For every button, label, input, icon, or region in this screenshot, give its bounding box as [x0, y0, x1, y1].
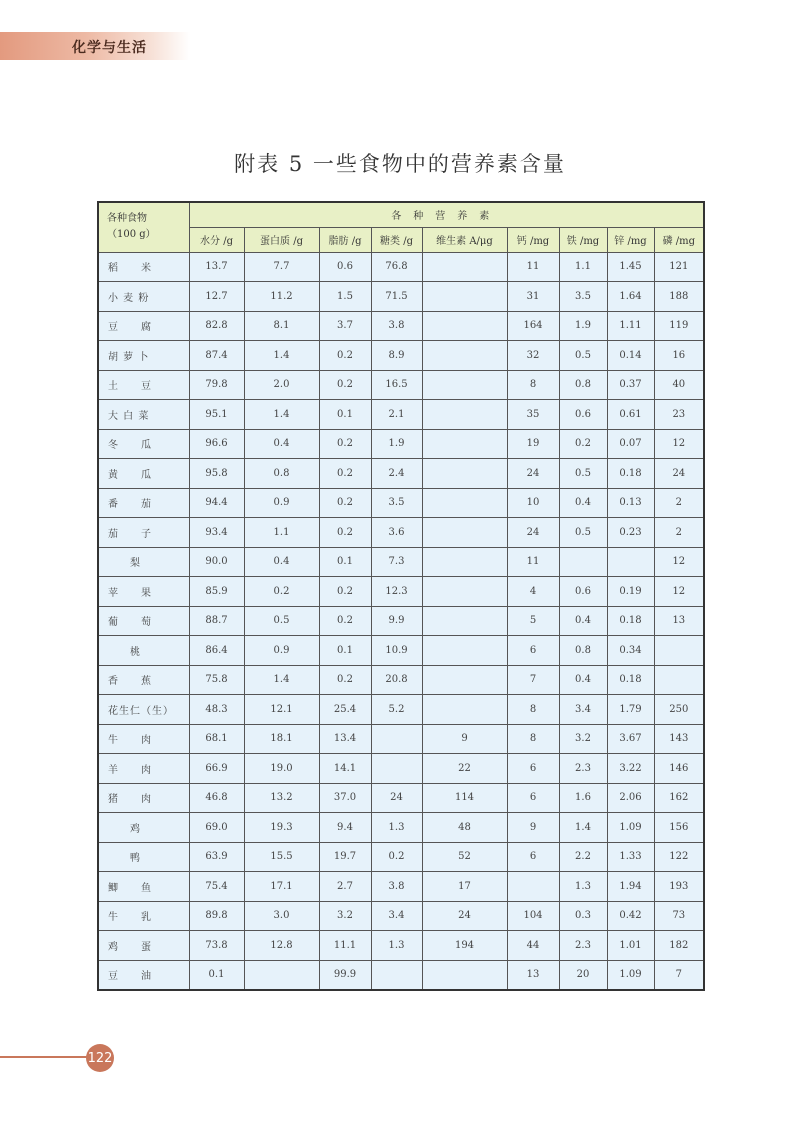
food-name-cell: 苹 果: [98, 577, 189, 607]
value-cell: 0.6: [319, 252, 371, 282]
value-cell: 9.9: [371, 606, 422, 636]
value-cell: 17: [422, 872, 507, 902]
value-cell: 1.01: [607, 931, 654, 961]
value-cell: 164: [507, 311, 559, 341]
value-cell: [422, 960, 507, 990]
value-cell: 94.4: [189, 488, 244, 518]
value-cell: 0.5: [244, 606, 319, 636]
value-cell: [422, 606, 507, 636]
column-header: 维生素 A/μg: [422, 227, 507, 252]
value-cell: 99.9: [319, 960, 371, 990]
value-cell: 89.8: [189, 901, 244, 931]
value-cell: 8: [507, 370, 559, 400]
value-cell: 24: [507, 459, 559, 489]
value-cell: [422, 518, 507, 548]
column-header: 锌 /mg: [607, 227, 654, 252]
value-cell: 2.3: [559, 754, 607, 784]
table-row: [98, 429, 704, 459]
table-row: [98, 872, 704, 902]
value-cell: 13: [507, 960, 559, 990]
value-cell: 20: [559, 960, 607, 990]
value-cell: 0.2: [319, 488, 371, 518]
food-name-cell: 冬 瓜: [98, 429, 189, 459]
value-cell: 88.7: [189, 606, 244, 636]
value-cell: 90.0: [189, 547, 244, 577]
value-cell: 37.0: [319, 783, 371, 813]
value-cell: [422, 429, 507, 459]
value-cell: [422, 282, 507, 312]
table-row: [98, 783, 704, 813]
value-cell: 1.33: [607, 842, 654, 872]
value-cell: 48: [422, 813, 507, 843]
value-cell: 31: [507, 282, 559, 312]
value-cell: 0.5: [559, 459, 607, 489]
value-cell: [422, 341, 507, 371]
value-cell: 3.22: [607, 754, 654, 784]
value-cell: 1.3: [371, 931, 422, 961]
value-cell: 19.3: [244, 813, 319, 843]
value-cell: 24: [422, 901, 507, 931]
value-cell: 9: [422, 724, 507, 754]
value-cell: 13: [654, 606, 704, 636]
value-cell: 19: [507, 429, 559, 459]
value-cell: 146: [654, 754, 704, 784]
value-cell: 46.8: [189, 783, 244, 813]
table-row: [98, 252, 704, 282]
value-cell: 1.3: [559, 872, 607, 902]
value-cell: 0.8: [559, 636, 607, 666]
value-cell: 13.2: [244, 783, 319, 813]
value-cell: 7: [654, 960, 704, 990]
value-cell: 18.1: [244, 724, 319, 754]
value-cell: [422, 370, 507, 400]
value-cell: 6: [507, 842, 559, 872]
column-header: 蛋白质 /g: [244, 227, 319, 252]
value-cell: 0.18: [607, 665, 654, 695]
page-number: 122: [86, 1044, 114, 1072]
value-cell: 95.1: [189, 400, 244, 430]
value-cell: [422, 311, 507, 341]
value-cell: 68.1: [189, 724, 244, 754]
value-cell: 44: [507, 931, 559, 961]
column-header: 脂肪 /g: [319, 227, 371, 252]
value-cell: 156: [654, 813, 704, 843]
food-name-cell: 牛 乳: [98, 901, 189, 931]
value-cell: [422, 577, 507, 607]
value-cell: 2: [654, 518, 704, 548]
food-name-cell: 羊 肉: [98, 754, 189, 784]
value-cell: [422, 459, 507, 489]
value-cell: 0.37: [607, 370, 654, 400]
value-cell: 71.5: [371, 282, 422, 312]
value-cell: 0.2: [559, 429, 607, 459]
value-cell: 0.9: [244, 488, 319, 518]
value-cell: 0.23: [607, 518, 654, 548]
page-title: 附表 5 一些食物中的营养素含量: [234, 152, 566, 176]
value-cell: 0.2: [319, 429, 371, 459]
value-cell: 11: [507, 252, 559, 282]
value-cell: 66.9: [189, 754, 244, 784]
value-cell: 250: [654, 695, 704, 725]
value-cell: 3.2: [559, 724, 607, 754]
value-cell: 12: [654, 547, 704, 577]
value-cell: 3.8: [371, 311, 422, 341]
value-cell: 0.5: [559, 341, 607, 371]
value-cell: 1.64: [607, 282, 654, 312]
value-cell: 11.1: [319, 931, 371, 961]
value-cell: 3.0: [244, 901, 319, 931]
value-cell: 12.3: [371, 577, 422, 607]
value-cell: 10: [507, 488, 559, 518]
section-header: 化学与生活: [72, 40, 147, 56]
column-header: 水分 /g: [189, 227, 244, 252]
food-name-cell: 桃: [98, 636, 189, 666]
value-cell: 12: [654, 429, 704, 459]
value-cell: [422, 547, 507, 577]
value-cell: 0.5: [559, 518, 607, 548]
value-cell: 0.2: [371, 842, 422, 872]
value-cell: 35: [507, 400, 559, 430]
value-cell: 2.4: [371, 459, 422, 489]
food-name-cell: 稻 米: [98, 252, 189, 282]
table-row: [98, 901, 704, 931]
value-cell: 13.7: [189, 252, 244, 282]
value-cell: [654, 636, 704, 666]
value-cell: 0.1: [319, 547, 371, 577]
table-row: [98, 813, 704, 843]
table-row: [98, 282, 704, 312]
food-name-cell: 番 茄: [98, 488, 189, 518]
table-row: [98, 724, 704, 754]
value-cell: 82.8: [189, 311, 244, 341]
value-cell: 6: [507, 783, 559, 813]
value-cell: 48.3: [189, 695, 244, 725]
value-cell: 20.8: [371, 665, 422, 695]
table-row: [98, 754, 704, 784]
value-cell: 1.4: [244, 665, 319, 695]
value-cell: 0.4: [559, 488, 607, 518]
food-name-cell: 梨: [98, 547, 189, 577]
value-cell: 14.1: [319, 754, 371, 784]
value-cell: 12.8: [244, 931, 319, 961]
value-cell: 0.4: [244, 429, 319, 459]
value-cell: 85.9: [189, 577, 244, 607]
food-name-cell: 猪 肉: [98, 783, 189, 813]
value-cell: [422, 488, 507, 518]
table-row: [98, 370, 704, 400]
value-cell: 0.18: [607, 606, 654, 636]
value-cell: 0.6: [559, 400, 607, 430]
value-cell: 7.7: [244, 252, 319, 282]
value-cell: 1.11: [607, 311, 654, 341]
value-cell: [422, 665, 507, 695]
table-row: [98, 311, 704, 341]
food-name-cell: 鸡 蛋: [98, 931, 189, 961]
value-cell: 9.4: [319, 813, 371, 843]
value-cell: 3.2: [319, 901, 371, 931]
table-row: [98, 636, 704, 666]
value-cell: 2.06: [607, 783, 654, 813]
column-header: 磷 /mg: [654, 227, 704, 252]
value-cell: 0.14: [607, 341, 654, 371]
table-row: [98, 547, 704, 577]
table-row: [98, 459, 704, 489]
value-cell: 8.1: [244, 311, 319, 341]
value-cell: 75.8: [189, 665, 244, 695]
nutrient-group-header: 各种营养素: [189, 202, 704, 227]
value-cell: 0.34: [607, 636, 654, 666]
table-row: [98, 665, 704, 695]
column-header: 糖类 /g: [371, 227, 422, 252]
table-row: [98, 577, 704, 607]
value-cell: 0.9: [244, 636, 319, 666]
value-cell: 1.09: [607, 960, 654, 990]
value-cell: [654, 665, 704, 695]
value-cell: 188: [654, 282, 704, 312]
food-name-cell: 鲫 鱼: [98, 872, 189, 902]
value-cell: 32: [507, 341, 559, 371]
food-name-cell: 葡 萄: [98, 606, 189, 636]
value-cell: 69.0: [189, 813, 244, 843]
value-cell: 6: [507, 636, 559, 666]
value-cell: 79.8: [189, 370, 244, 400]
value-cell: 1.79: [607, 695, 654, 725]
value-cell: 10.9: [371, 636, 422, 666]
table-row: [98, 842, 704, 872]
value-cell: 3.8: [371, 872, 422, 902]
column-header: 钙 /mg: [507, 227, 559, 252]
value-cell: 2.7: [319, 872, 371, 902]
value-cell: 63.9: [189, 842, 244, 872]
value-cell: 76.8: [371, 252, 422, 282]
value-cell: 2: [654, 488, 704, 518]
value-cell: 0.8: [244, 459, 319, 489]
value-cell: [371, 754, 422, 784]
value-cell: 0.8: [559, 370, 607, 400]
food-name-cell: 豆 腐: [98, 311, 189, 341]
value-cell: 24: [371, 783, 422, 813]
value-cell: 40: [654, 370, 704, 400]
value-cell: 0.1: [189, 960, 244, 990]
value-cell: 2.0: [244, 370, 319, 400]
value-cell: 73: [654, 901, 704, 931]
value-cell: 8: [507, 695, 559, 725]
value-cell: 6: [507, 754, 559, 784]
food-name-cell: 胡 萝 卜: [98, 341, 189, 371]
value-cell: 3.4: [371, 901, 422, 931]
value-cell: 1.6: [559, 783, 607, 813]
value-cell: 1.5: [319, 282, 371, 312]
value-cell: 52: [422, 842, 507, 872]
table-row: [98, 931, 704, 961]
value-cell: 0.3: [559, 901, 607, 931]
value-cell: 1.4: [244, 341, 319, 371]
value-cell: 12.7: [189, 282, 244, 312]
value-cell: 3.5: [559, 282, 607, 312]
value-cell: 0.18: [607, 459, 654, 489]
table-row: [98, 518, 704, 548]
value-cell: 1.9: [371, 429, 422, 459]
page-number-line: [0, 1056, 90, 1058]
value-cell: 24: [507, 518, 559, 548]
value-cell: 0.4: [559, 665, 607, 695]
value-cell: 1.1: [559, 252, 607, 282]
value-cell: 1.94: [607, 872, 654, 902]
value-cell: 2.3: [559, 931, 607, 961]
value-cell: 12: [654, 577, 704, 607]
value-cell: 114: [422, 783, 507, 813]
food-name-cell: 鸡: [98, 813, 189, 843]
value-cell: 86.4: [189, 636, 244, 666]
value-cell: 17.1: [244, 872, 319, 902]
value-cell: 11.2: [244, 282, 319, 312]
value-cell: 11: [507, 547, 559, 577]
value-cell: 93.4: [189, 518, 244, 548]
nutrient-table: [97, 201, 705, 991]
value-cell: [422, 695, 507, 725]
value-cell: 122: [654, 842, 704, 872]
food-name-cell: 鸭: [98, 842, 189, 872]
value-cell: 0.2: [319, 665, 371, 695]
value-cell: 143: [654, 724, 704, 754]
value-cell: 162: [654, 783, 704, 813]
food-name-cell: 土 豆: [98, 370, 189, 400]
food-header: 各种食物 （100 g）: [98, 202, 189, 252]
value-cell: 73.8: [189, 931, 244, 961]
value-cell: 15.5: [244, 842, 319, 872]
value-cell: 0.42: [607, 901, 654, 931]
value-cell: 13.4: [319, 724, 371, 754]
value-cell: [422, 400, 507, 430]
value-cell: 0.4: [559, 606, 607, 636]
value-cell: 0.2: [319, 370, 371, 400]
value-cell: 0.2: [319, 577, 371, 607]
value-cell: 3.7: [319, 311, 371, 341]
value-cell: 12.1: [244, 695, 319, 725]
column-header: 铁 /mg: [559, 227, 607, 252]
value-cell: 9: [507, 813, 559, 843]
value-cell: 87.4: [189, 341, 244, 371]
value-cell: 3.4: [559, 695, 607, 725]
food-name-cell: 花生仁（生）: [98, 695, 189, 725]
value-cell: 1.3: [371, 813, 422, 843]
value-cell: [244, 960, 319, 990]
value-cell: 8.9: [371, 341, 422, 371]
value-cell: [422, 252, 507, 282]
food-name-cell: 牛 肉: [98, 724, 189, 754]
value-cell: 75.4: [189, 872, 244, 902]
value-cell: [507, 872, 559, 902]
food-name-cell: 大 白 菜: [98, 400, 189, 430]
value-cell: 3.5: [371, 488, 422, 518]
value-cell: 7: [507, 665, 559, 695]
value-cell: [371, 724, 422, 754]
value-cell: 194: [422, 931, 507, 961]
value-cell: [371, 960, 422, 990]
value-cell: 1.45: [607, 252, 654, 282]
food-name-cell: 茄 子: [98, 518, 189, 548]
value-cell: 0.1: [319, 400, 371, 430]
value-cell: 1.1: [244, 518, 319, 548]
value-cell: 0.19: [607, 577, 654, 607]
value-cell: 0.2: [244, 577, 319, 607]
value-cell: 5.2: [371, 695, 422, 725]
food-name-cell: 香 蕉: [98, 665, 189, 695]
value-cell: 0.61: [607, 400, 654, 430]
value-cell: 3.6: [371, 518, 422, 548]
value-cell: 96.6: [189, 429, 244, 459]
value-cell: 1.4: [244, 400, 319, 430]
value-cell: 1.4: [559, 813, 607, 843]
value-cell: 0.6: [559, 577, 607, 607]
value-cell: 0.2: [319, 341, 371, 371]
table-row: [98, 606, 704, 636]
value-cell: 95.8: [189, 459, 244, 489]
value-cell: 2.2: [559, 842, 607, 872]
value-cell: 4: [507, 577, 559, 607]
food-name-cell: 黄 瓜: [98, 459, 189, 489]
value-cell: 0.07: [607, 429, 654, 459]
value-cell: 22: [422, 754, 507, 784]
value-cell: 193: [654, 872, 704, 902]
table-row: [98, 488, 704, 518]
value-cell: 0.2: [319, 606, 371, 636]
value-cell: 16: [654, 341, 704, 371]
value-cell: 3.67: [607, 724, 654, 754]
value-cell: 104: [507, 901, 559, 931]
value-cell: 119: [654, 311, 704, 341]
value-cell: 19.0: [244, 754, 319, 784]
value-cell: [559, 547, 607, 577]
value-cell: 0.1: [319, 636, 371, 666]
value-cell: 7.3: [371, 547, 422, 577]
value-cell: 1.9: [559, 311, 607, 341]
value-cell: 23: [654, 400, 704, 430]
value-cell: 8: [507, 724, 559, 754]
value-cell: 16.5: [371, 370, 422, 400]
table-row: [98, 960, 704, 990]
value-cell: 0.2: [319, 518, 371, 548]
food-name-cell: 豆 油: [98, 960, 189, 990]
table-row: [98, 695, 704, 725]
value-cell: 24: [654, 459, 704, 489]
value-cell: 25.4: [319, 695, 371, 725]
value-cell: 182: [654, 931, 704, 961]
value-cell: 121: [654, 252, 704, 282]
table-row: [98, 341, 704, 371]
food-name-cell: 小 麦 粉: [98, 282, 189, 312]
value-cell: 2.1: [371, 400, 422, 430]
value-cell: 0.4: [244, 547, 319, 577]
value-cell: 0.13: [607, 488, 654, 518]
value-cell: [422, 636, 507, 666]
value-cell: 1.09: [607, 813, 654, 843]
value-cell: 0.2: [319, 459, 371, 489]
table-row: [98, 400, 704, 430]
value-cell: [607, 547, 654, 577]
value-cell: 5: [507, 606, 559, 636]
value-cell: 19.7: [319, 842, 371, 872]
